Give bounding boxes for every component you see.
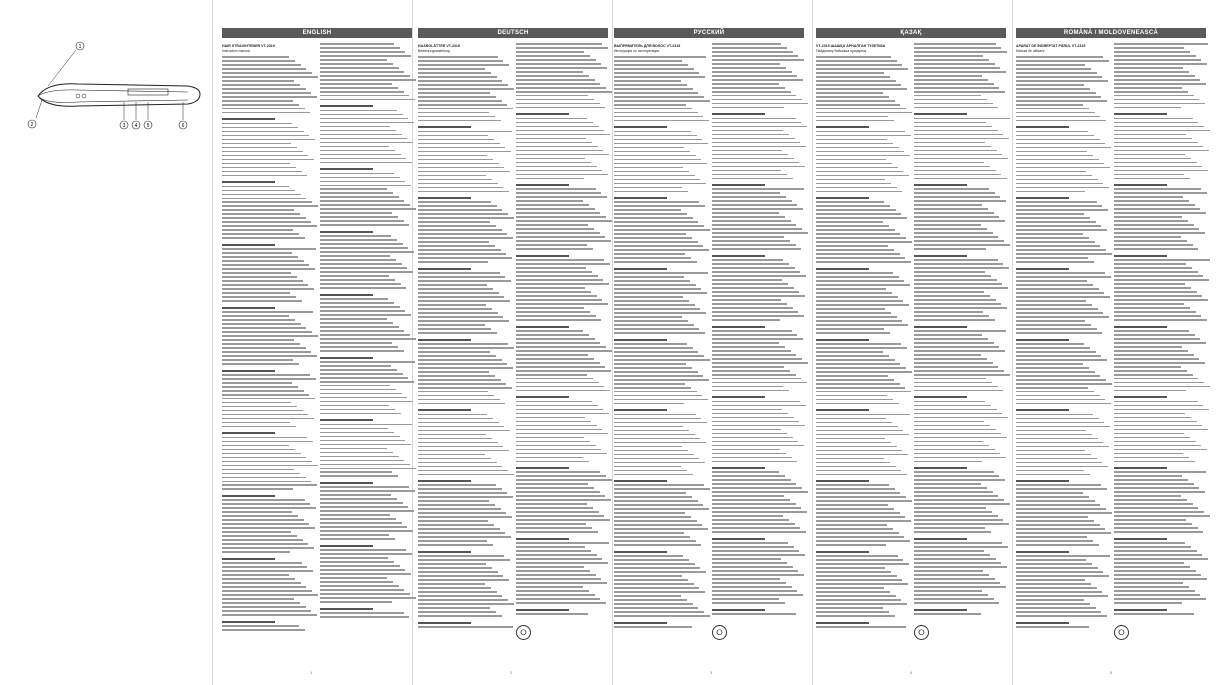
text-subcolumn (614, 40, 710, 630)
straightener-body (38, 84, 200, 107)
ce-mark-icon: ⭘ (1114, 625, 1129, 640)
page-fold (812, 0, 813, 685)
ce-certification (712, 625, 808, 640)
column-russian (614, 28, 804, 38)
manual-title: HAIR STRAIGHTENER VT-2319 (222, 44, 275, 48)
body-text (320, 43, 416, 618)
text-subcolumn (320, 40, 416, 620)
manual-subtitle: Bedienungsanleitung (418, 48, 450, 53)
text-subcolumn (1016, 40, 1112, 630)
ce-mark-icon: ⭘ (914, 625, 929, 640)
column-english (222, 28, 412, 38)
callout-6-label: 6 (181, 123, 185, 129)
page-number: 2 (510, 670, 513, 675)
ce-mark-icon: ⭘ (712, 625, 727, 640)
page-number: 5 (1110, 670, 1113, 675)
text-subcolumn (712, 40, 808, 640)
column-kazakh (816, 28, 1006, 38)
text-subcolumn (816, 40, 912, 630)
body-text (516, 43, 612, 615)
page-number: 3 (710, 670, 713, 675)
manual-title: APARAT DE ÎNDREPTAT PĂRUL VT-2319 (1016, 44, 1086, 48)
callout-5-label: 5 (146, 123, 150, 129)
callout-2-label: 2 (30, 122, 34, 128)
column-header: ENGLISH (222, 28, 412, 38)
body-text (1114, 43, 1210, 615)
ce-certification (516, 625, 612, 640)
body-text (614, 56, 710, 628)
ce-certification (1114, 625, 1210, 640)
manual-title: VT-2319 ШАШҚА АРНАЛҒАН ТҮЗЕТКІШ (816, 44, 886, 48)
column-header: ҚАЗАҚ (816, 28, 1006, 38)
body-text (816, 56, 912, 628)
body-text (222, 56, 318, 631)
manual-subtitle: Manual de utilizare (1016, 48, 1045, 53)
manual-title: ВЫПРЯМИТЕЛЬ ДЛЯ ВОЛОС VT-2319 (614, 44, 681, 48)
text-subcolumn (516, 40, 612, 640)
page-number: 4 (910, 670, 913, 675)
callout-3-label: 3 (122, 123, 126, 129)
column-header: ROMÂNĂ / MOLDOVENEASCĂ (1016, 28, 1206, 38)
page-fold (1012, 0, 1013, 685)
column-header: DEUTSCH (418, 28, 608, 38)
text-subcolumn (418, 40, 514, 630)
body-text (712, 43, 808, 615)
body-text (418, 56, 514, 628)
body-text (1016, 56, 1112, 628)
page-fold (212, 0, 213, 685)
column-deutsch (418, 28, 608, 38)
manual-title: HAARGLÄTTER VT-2319 (418, 44, 460, 48)
text-subcolumn (222, 40, 318, 633)
page-number: 1 (310, 670, 313, 675)
manual-subtitle: Инструкция по эксплуатации (614, 48, 660, 53)
body-text (914, 43, 1010, 615)
manual-subtitle: Instruction manual (222, 48, 250, 53)
ce-certification (914, 625, 1010, 640)
page-fold (612, 0, 613, 685)
hair-straightener-illustration (18, 34, 208, 144)
text-subcolumn (914, 40, 1010, 640)
column-header: РУССКИЙ (614, 28, 804, 38)
column-romanian (1016, 28, 1206, 38)
manual-subtitle: Пайдалану бойынша нұсқаулық (816, 48, 867, 53)
ce-mark-icon: ⭘ (516, 625, 531, 640)
callout-4-label: 4 (134, 123, 138, 129)
callout-1-label: 1 (78, 44, 82, 50)
text-subcolumn (1114, 40, 1210, 640)
